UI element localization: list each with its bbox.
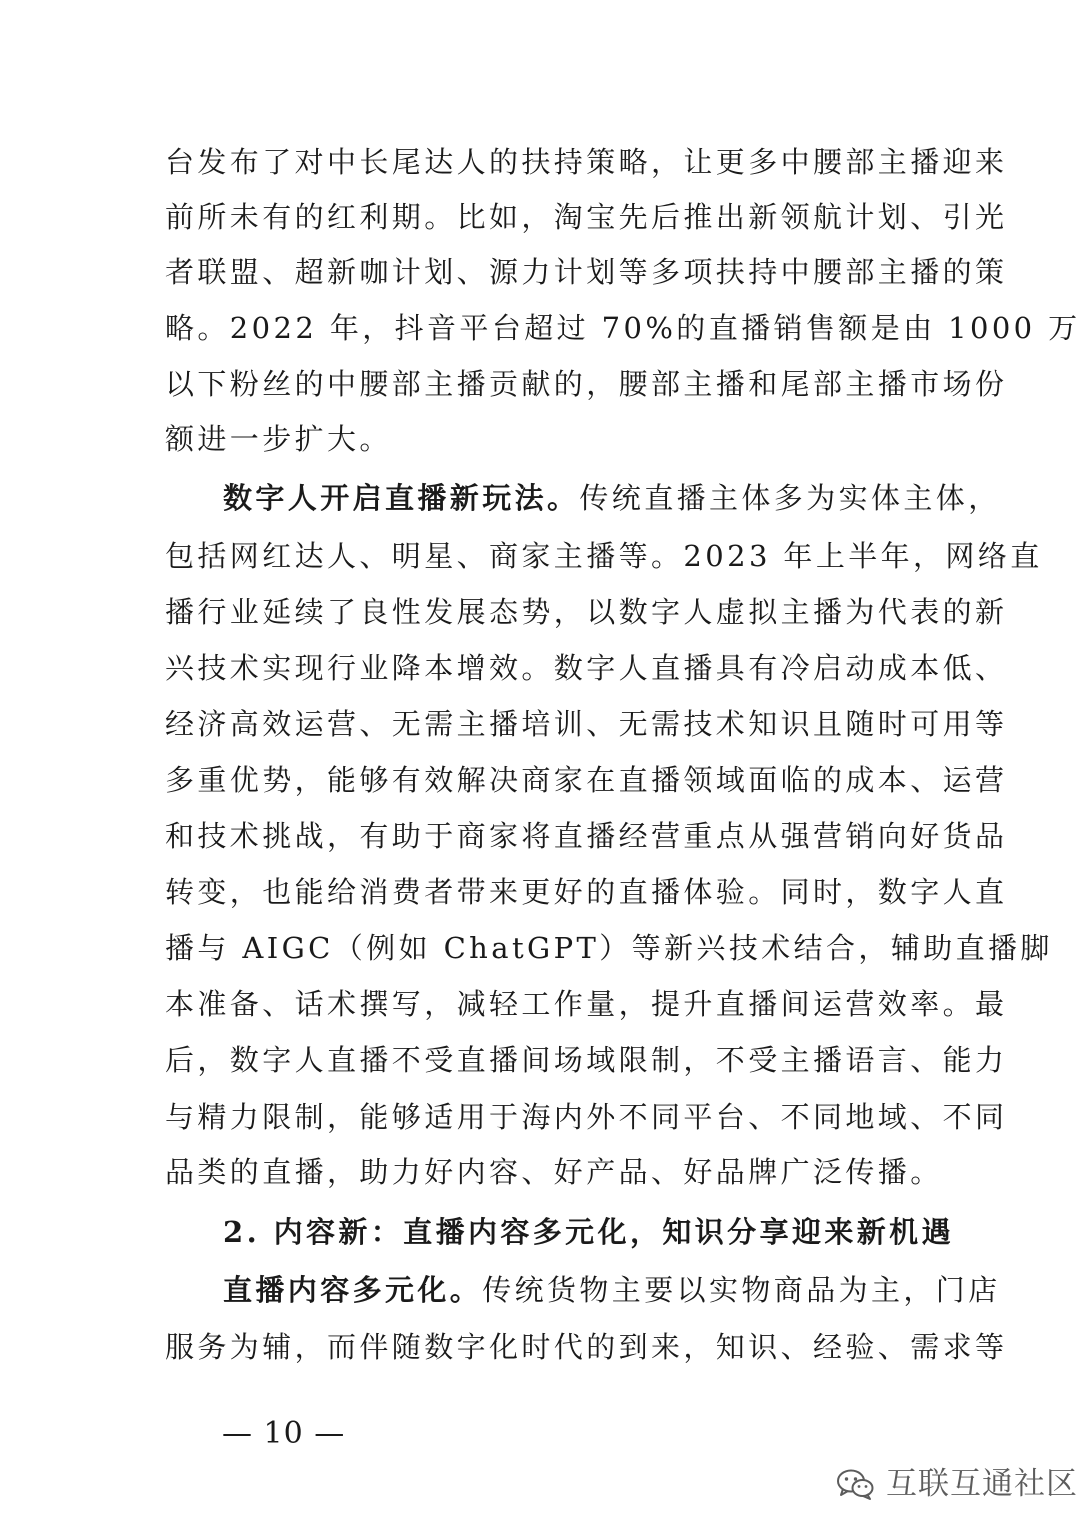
paragraph-line: 兴技术实现行业降本增效。数字人直播具有冷启动成本低、 xyxy=(165,651,1008,685)
paragraph-text: 传统直播主体多为实体主体， xyxy=(579,481,1001,515)
paragraph-first-line xyxy=(223,1270,1001,1310)
page-number: — 10 — xyxy=(222,1416,346,1451)
paragraph-lead: 数字人开启直播新玩法。 xyxy=(223,481,580,515)
paragraph-line: 与精力限制，能够适用于海内外不同平台、不同地域、不同 xyxy=(165,1100,1008,1134)
paragraph-text: 传统货物主要以实物商品为主，门店 xyxy=(482,1273,1001,1307)
paragraph-line: 台发布了对中长尾达人的扶持策略，让更多中腰部主播迎来 xyxy=(165,145,1008,179)
paragraph-line: 播与 AIGC（例如 ChatGPT）等新兴技术结合，辅助直播脚 xyxy=(165,931,1053,965)
paragraph-line: 略。2022 年，抖音平台超过 70%的直播销售额是由 1000 万 xyxy=(165,311,1081,345)
paragraph-line: 播行业延续了良性发展态势，以数字人虚拟主播为代表的新 xyxy=(165,595,1008,629)
paragraph-line: 以下粉丝的中腰部主播贡献的，腰部主播和尾部主播市场份 xyxy=(165,367,1008,401)
paragraph-line: 前所未有的红利期。比如，淘宝先后推出新领航计划、引光 xyxy=(165,200,1008,234)
paragraph-lead: 直播内容多元化。 xyxy=(223,1273,483,1307)
paragraph-line: 和技术挑战，有助于商家将直播经营重点从强营销向好货品 xyxy=(165,819,1008,853)
section-heading: 2. 内容新：直播内容多元化，知识分享迎来新机遇 xyxy=(223,1215,954,1249)
paragraph-line: 品类的直播，助力好内容、好产品、好品牌广泛传播。 xyxy=(165,1155,943,1189)
paragraph-first-line xyxy=(223,478,1001,518)
watermark-text: 互联互通社区 xyxy=(886,1466,1078,1502)
paragraph-line: 转变，也能给消费者带来更好的直播体验。同时，数字人直 xyxy=(165,875,1008,909)
paragraph-line: 后，数字人直播不受直播间场域限制，不受主播语言、能力 xyxy=(165,1043,1008,1077)
watermark xyxy=(834,1462,1078,1506)
paragraph-line: 者联盟、超新咖计划、源力计划等多项扶持中腰部主播的策 xyxy=(165,255,1008,289)
paragraph-line: 包括网红达人、明星、商家主播等。2023 年上半年，网络直 xyxy=(165,539,1043,573)
paragraph-line: 多重优势，能够有效解决商家在直播领域面临的成本、运营 xyxy=(165,763,1008,797)
paragraph-line: 本准备、话术撰写，减轻工作量，提升直播间运营效率。最 xyxy=(165,987,1008,1021)
wechat-icon xyxy=(834,1466,876,1502)
paragraph-line: 经济高效运营、无需主播培训、无需技术知识且随时可用等 xyxy=(165,707,1008,741)
paragraph-line: 服务为辅，而伴随数字化时代的到来，知识、经验、需求等 xyxy=(165,1330,1008,1364)
paragraph-line: 额进一步扩大。 xyxy=(165,422,392,456)
